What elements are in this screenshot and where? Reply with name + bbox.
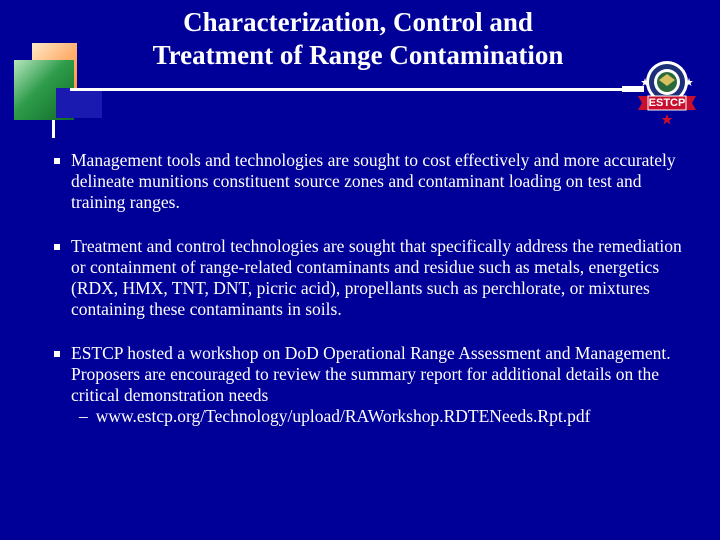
logo-label: ESTCP	[648, 97, 686, 109]
title-underline	[70, 88, 640, 91]
estcp-logo	[622, 58, 712, 126]
slide-title	[70, 6, 646, 72]
bullet-text: Treatment and control technologies are sought that specifically address the remediation or containment of range-related contaminants and residue such as metals, energetics (RDX, HMX, TNT, DNT, picric acid), propellants such as perchlorate, or mixtures containing these contaminants in soils.	[71, 236, 682, 319]
bullet-marker	[54, 244, 60, 250]
bullet-text: Management tools and technologies are sought to cost effectively and more accurately delineate munitions constituent source zones and contaminant loading on test and training ranges.	[71, 150, 676, 212]
bullet-item	[56, 343, 686, 427]
bullet-marker	[54, 351, 60, 357]
bullet-item	[56, 150, 686, 213]
bullet-item	[56, 236, 686, 320]
title-line-1: Characterization, Control and	[183, 7, 533, 37]
bullet-text: ESTCP hosted a workshop on DoD Operational Range Assessment and Management. Proposers are encouraged to review the summary report for additional details on the critical demonstration needs	[71, 343, 671, 405]
bullet-list	[56, 150, 686, 427]
decor-vertical-line	[52, 120, 55, 138]
decor-blue-square	[56, 88, 102, 118]
bullet-marker	[54, 158, 60, 164]
sub-bullet	[71, 406, 686, 427]
title-line-2: Treatment of Range Contamination	[152, 40, 564, 70]
report-url-link[interactable]: www.estcp.org/Technology/upload/RAWorkshop.RDTENeeds.Rpt.pdf	[95, 406, 591, 426]
sub-bullet-dash: –	[79, 406, 88, 426]
